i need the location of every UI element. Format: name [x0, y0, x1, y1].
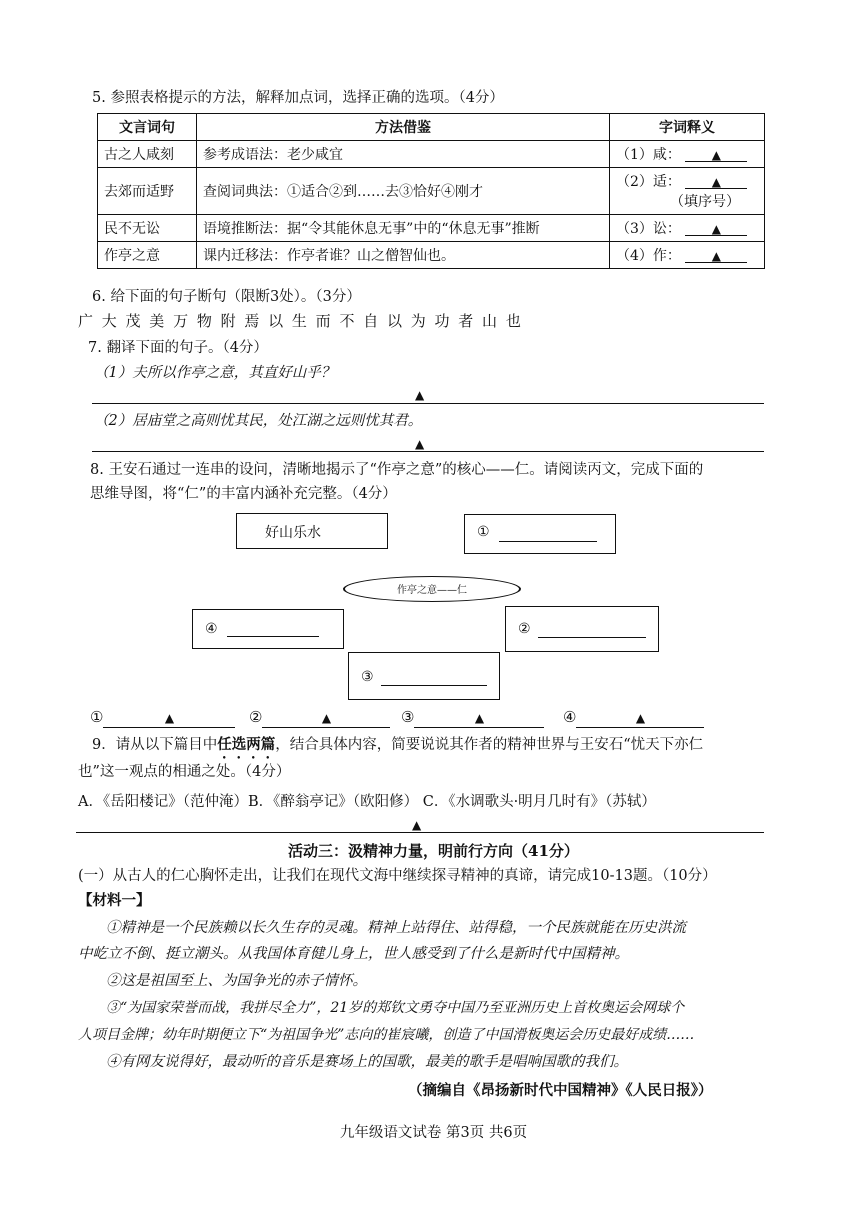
q8-answer-1: [90, 707, 235, 728]
answer-blank[interactable]: [262, 707, 390, 728]
q9-prompt-2: 也”这一观点的相通之处。（4分）: [78, 764, 291, 780]
table-row: [98, 215, 765, 242]
answer-line[interactable]: [76, 832, 764, 833]
map-center-node: [343, 576, 521, 602]
phrase-cell: 去郊而适野: [98, 168, 197, 215]
activity3-title: 活动三：汲精神力量，明前行方向（41分）: [288, 842, 579, 860]
triangle-icon: ▲: [711, 222, 721, 236]
q9-prompt-part: 9．请从以下篇目中: [92, 737, 218, 753]
map-node-top-left: [236, 513, 388, 549]
material-p4: ④有网友说得好，最动听的音乐是赛场上的国歌，最美的歌手是唱响国歌的我们。: [106, 1054, 628, 1070]
answer-blank[interactable]: [685, 147, 747, 162]
q7-sentence-2: （2）居庙堂之高则忧其民，处江湖之远则忧其君。: [94, 413, 423, 429]
triangle-icon: ▲: [412, 818, 422, 832]
material-p1-line2: 中屹立不倒、挺立潮头。从我国体育健儿身上，世人感受到了什么是新时代中国精神。: [78, 946, 629, 962]
method-cell: 查阅词典法：①适合②到……去③恰好④刚才: [197, 168, 610, 215]
q8-answer-2: [249, 707, 390, 728]
q9-prompt-part: ，结合具体内容，简要说说其作者的精神世界与王安石“忧天下亦仁: [275, 737, 704, 753]
q6-sentence: 广 大 茂 美 万 物 附 焉 以 生 而 不 自 以 为 功 者 山 也: [78, 312, 523, 330]
map-node-number: ②: [518, 621, 531, 637]
q5-table: [97, 113, 765, 269]
material-p3-line2: 人项目金牌；幼年时期便立下“为祖国争光”志向的崔宸曦，创造了中国滑板奥运会历史最好成绩……: [78, 1027, 695, 1043]
triangle-icon: ▲: [711, 148, 721, 162]
answer-number: ④: [563, 708, 577, 726]
page-footer: 九年级语文试卷 第3页 共6页: [339, 1125, 528, 1141]
map-node-number: ①: [477, 524, 490, 540]
map-node-blank[interactable]: [499, 541, 597, 542]
material-p2: ②这是祖国至上、为国争光的赤子情怀。: [106, 973, 367, 989]
answer-label: （1）咸：: [616, 147, 681, 163]
map-node-1: [464, 514, 616, 554]
q8-prompt-2: 思维导图，将“仁”的丰富内涵补充完整。（4分）: [90, 486, 397, 502]
q7-sentence-1: （1）夫所以作亭之意，其直好山乎？: [94, 365, 336, 381]
phrase-cell: 作亭之意: [98, 242, 197, 269]
map-node-number: ③: [361, 669, 374, 685]
answer-blank[interactable]: [414, 707, 544, 728]
material-p1-line1: ①精神是一个民族赖以长久生存的灵魂。精神上站得住、站得稳，一个民族就能在历史洪流: [106, 920, 686, 936]
answer-note: （填序号）: [670, 194, 740, 210]
answer-blank[interactable]: [685, 174, 747, 189]
material-source: （摘编自《昂扬新时代中国精神》《人民日报》）: [408, 1082, 713, 1099]
phrase-cell: 古之人咸刻: [98, 141, 197, 168]
table-row: [98, 141, 765, 168]
q9-options: A．《岳阳楼记》（范仲淹）B．《醉翁亭记》（欧阳修） C．《水调歌头·明月几时有》（苏轼）: [78, 794, 656, 810]
answer-label: （3）讼：: [616, 221, 681, 237]
triangle-icon: ▲: [321, 711, 332, 725]
answer-number: ②: [249, 708, 263, 726]
material-p3-line1: ③“为国家荣誉而战，我拼尽全力”，21岁的郑钦文勇夺中国乃至亚洲历史上首枚奥运会网球个: [106, 1000, 685, 1016]
table-row: [98, 242, 765, 269]
q8-answer-3: [401, 707, 544, 728]
material-label: 【材料一】: [78, 892, 151, 909]
answer-number: ①: [90, 708, 104, 726]
answer-label: （4）作：: [616, 248, 681, 264]
q8-answer-4: [563, 707, 704, 728]
answer-cell: [610, 168, 765, 215]
activity3-part1: (一）从古人的仁心胸怀走出，让我们在现代文海中继续探寻精神的真谛，请完成10-13题。（10分）: [78, 868, 717, 884]
answer-cell: [610, 242, 765, 269]
q9-prompt-1: [92, 735, 703, 762]
answer-blank[interactable]: [685, 248, 747, 263]
answer-blank[interactable]: [576, 707, 704, 728]
answer-line[interactable]: [92, 451, 764, 452]
map-node-blank[interactable]: [227, 636, 319, 637]
map-node-number: ④: [205, 621, 218, 637]
answer-blank[interactable]: [103, 707, 235, 728]
table-header-row: [98, 114, 765, 141]
map-node-2: [505, 606, 659, 652]
answer-line[interactable]: [92, 403, 764, 404]
triangle-icon: ▲: [474, 711, 485, 725]
map-node-text: 好山乐水: [265, 525, 321, 541]
q9-emphasis: 任选两篇: [217, 736, 276, 753]
map-node-blank[interactable]: [538, 637, 646, 638]
col-header: 字词释义: [610, 114, 765, 141]
answer-label: （2）适：: [616, 174, 681, 190]
col-header: 文言词句: [98, 114, 197, 141]
method-cell: 参考成语法：老少咸宜: [197, 141, 610, 168]
map-node-3: [348, 652, 500, 700]
triangle-icon: ▲: [415, 437, 425, 451]
col-header: 方法借鉴: [197, 114, 610, 141]
map-node-4: [192, 609, 344, 649]
triangle-icon: ▲: [415, 388, 425, 402]
table-row: [98, 168, 765, 215]
triangle-icon: ▲: [635, 711, 646, 725]
q8-prompt-1: 8. 王安石通过一连串的设问，清晰地揭示了“作亭之意”的核心——仁。请阅读丙文，完成下面的: [90, 462, 704, 478]
q5-prompt: 5. 参照表格提示的方法，解释加点词，选择正确的选项。（4分）: [92, 90, 504, 106]
triangle-icon: ▲: [711, 249, 721, 263]
map-node-blank[interactable]: [381, 685, 487, 686]
method-cell: 课内迁移法：作亭者谁？山之僧智仙也。: [197, 242, 610, 269]
answer-cell: [610, 141, 765, 168]
phrase-cell: 民不无讼: [98, 215, 197, 242]
answer-blank[interactable]: [685, 221, 747, 236]
triangle-icon: ▲: [164, 711, 175, 725]
answer-cell: [610, 215, 765, 242]
q6-prompt: 6. 给下面的句子断句（限断3处）。（3分）: [92, 289, 361, 305]
method-cell: 语境推断法：据“令其能休息无事”中的“休息无事”推断: [197, 215, 610, 242]
map-center-text: 作亭之意——仁: [397, 585, 467, 596]
q7-prompt: 7. 翻译下面的句子。（4分）: [88, 340, 268, 356]
answer-number: ③: [401, 708, 415, 726]
triangle-icon: ▲: [711, 175, 721, 189]
